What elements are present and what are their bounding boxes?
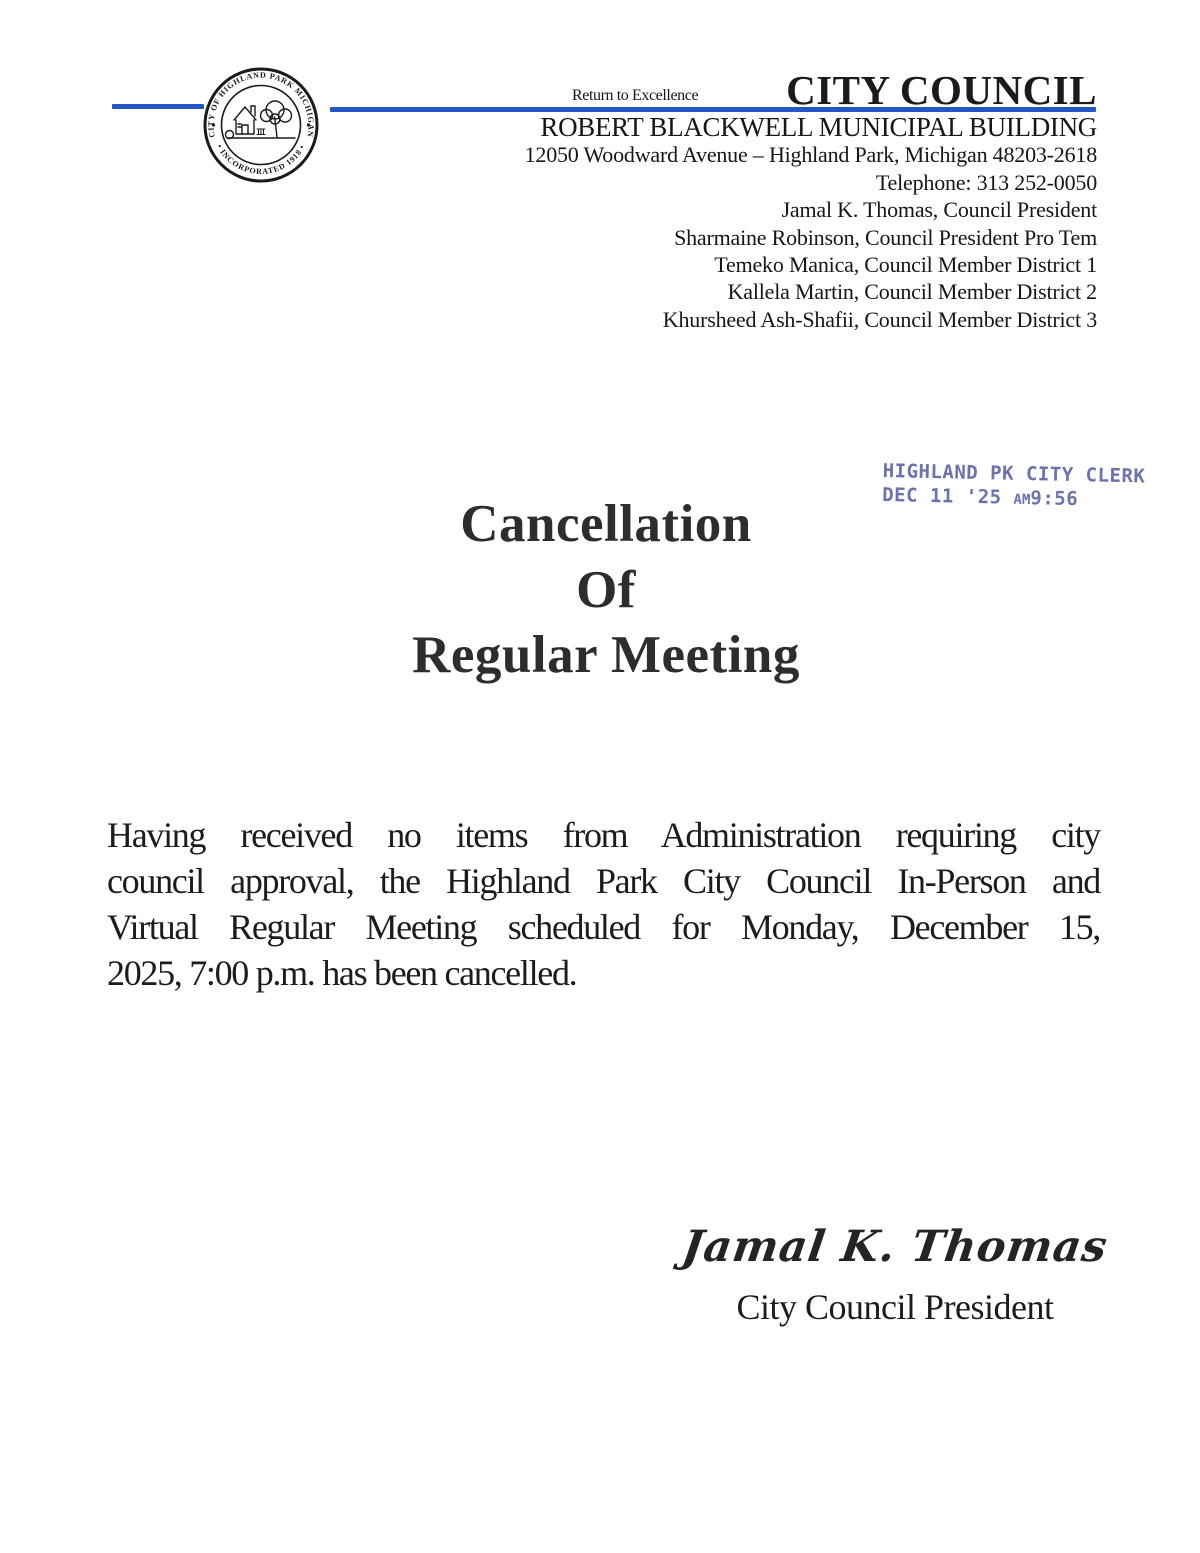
- svg-text:CITY OF HIGHLAND PARK MICHIGAN: [206, 70, 315, 138]
- signature-block: [660, 1222, 1130, 1328]
- body-line: Virtual Regular Meeting scheduled for Monday, December 15,: [107, 907, 1100, 947]
- signature-role: City Council President: [736, 1287, 1054, 1327]
- seal-house-art: [226, 101, 296, 139]
- stamp-meridiem: AM: [1013, 491, 1031, 509]
- document-title-line: Regular Meeting: [412, 626, 800, 684]
- body-line: Having received no items from Administration requiring city: [107, 815, 1100, 855]
- stamp-time: 9:56: [1030, 487, 1079, 511]
- letterhead-rule-left: [112, 104, 204, 109]
- official-line: Temeko Manica, Council Member District 1: [714, 252, 1097, 278]
- building-name: ROBERT BLACKWELL MUNICIPAL BUILDING: [540, 112, 1097, 142]
- letterhead-tagline: Return to Excellence: [572, 87, 699, 104]
- official-line: Jamal K. Thomas, Council President: [781, 197, 1097, 223]
- document-title: [0, 492, 1200, 689]
- street-address: 12050 Woodward Avenue – Highland Park, Michigan 48203-2618: [524, 142, 1097, 168]
- document-title-line: Cancellation: [460, 495, 752, 553]
- letterhead-info-block: [525, 114, 1097, 333]
- body-line: council approval, the Highland Park City Council In-Person and: [107, 861, 1100, 901]
- body-line: 2025, 7:00 p.m. has been cancelled.: [107, 953, 577, 993]
- signature-name: Jamal K. Thomas: [679, 1222, 1111, 1272]
- city-seal-icon: [201, 64, 321, 186]
- official-line: Kallela Martin, Council Member District 2: [727, 279, 1097, 305]
- stamp-date: DEC 11 '25: [882, 483, 1002, 509]
- document-title-line: Of: [576, 560, 636, 619]
- official-line: Khursheed Ash-Shafii, Council Member District 3: [662, 306, 1097, 332]
- phone-number: Telephone: 313 252-0050: [875, 169, 1097, 195]
- seal-ring-top-text: CITY OF HIGHLAND PARK MICHIGAN: [206, 70, 316, 139]
- seal-ring-bottom-text: • INCORPORATED 1918 •: [214, 142, 308, 177]
- stamp-office-line: HIGHLAND PK CITY CLERK: [882, 459, 1146, 488]
- official-line: Sharmaine Robinson, Council President Pro Tem: [674, 224, 1097, 250]
- body-paragraph: [107, 812, 1100, 996]
- letterhead-title: CITY COUNCIL: [786, 67, 1097, 113]
